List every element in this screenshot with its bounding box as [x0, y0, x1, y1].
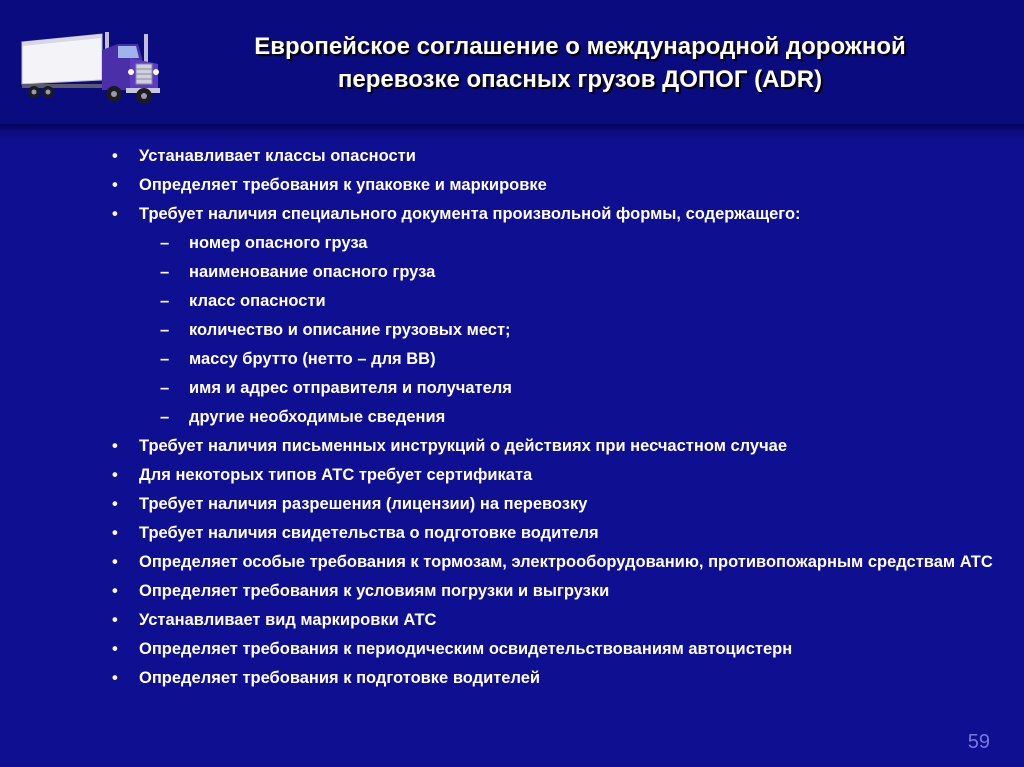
list-item: • Требует наличия свидетельства о подготовке водителя	[112, 524, 1016, 543]
truck-icon	[18, 28, 162, 108]
slide-title-line-2: перевозке опасных грузов ДОПОГ (ADR)	[337, 66, 823, 93]
sub-list-item: – номер опасного груза	[112, 234, 1016, 253]
sub-list-item: – количество и описание грузовых мест;	[112, 321, 1016, 340]
list-item: • Определяет требования к периодическим освидетельствованиям автоцистерн	[112, 640, 1016, 659]
list-item: • Устанавливает классы опасности	[112, 147, 1016, 166]
list-item: • Определяет особые требования к тормозам, электрооборудованию, противопожарным средствам АТС	[112, 553, 1016, 572]
sub-list-item: – класс опасности	[112, 292, 1016, 311]
list-item: • Требует наличия разрешения (лицензии) на перевозку	[112, 495, 1016, 514]
list-item: • Определяет требования к подготовке водителей	[112, 669, 1016, 688]
sub-list-item: – другие необходимые сведения	[112, 408, 1016, 427]
list-item: • Устанавливает вид маркировки АТС	[112, 611, 1016, 630]
page-number: 59	[967, 731, 990, 753]
slide-title	[170, 30, 990, 96]
list-item: • Требует наличия специального документа произвольной формы, содержащего:	[112, 205, 1016, 224]
title-shadow	[0, 124, 1024, 140]
list-item: • Определяет требования к упаковке и маркировке	[112, 176, 1016, 195]
sub-list-item: – наименование опасного груза	[112, 263, 1016, 282]
list-item: • Для некоторых типов АТС требует сертификата	[112, 466, 1016, 485]
sub-list-item: – имя и адрес отправителя и получателя	[112, 379, 1016, 398]
list-item: • Определяет требования к условиям погрузки и выгрузки	[112, 582, 1016, 601]
bullet-list	[112, 147, 1016, 698]
sub-list-item: – массу брутто (нетто – для ВВ)	[112, 350, 1016, 369]
slide-title-line-1: Европейское соглашение о международной дорожной	[254, 33, 906, 60]
list-item: • Требует наличия письменных инструкций о действиях при несчастном случае	[112, 437, 1016, 456]
